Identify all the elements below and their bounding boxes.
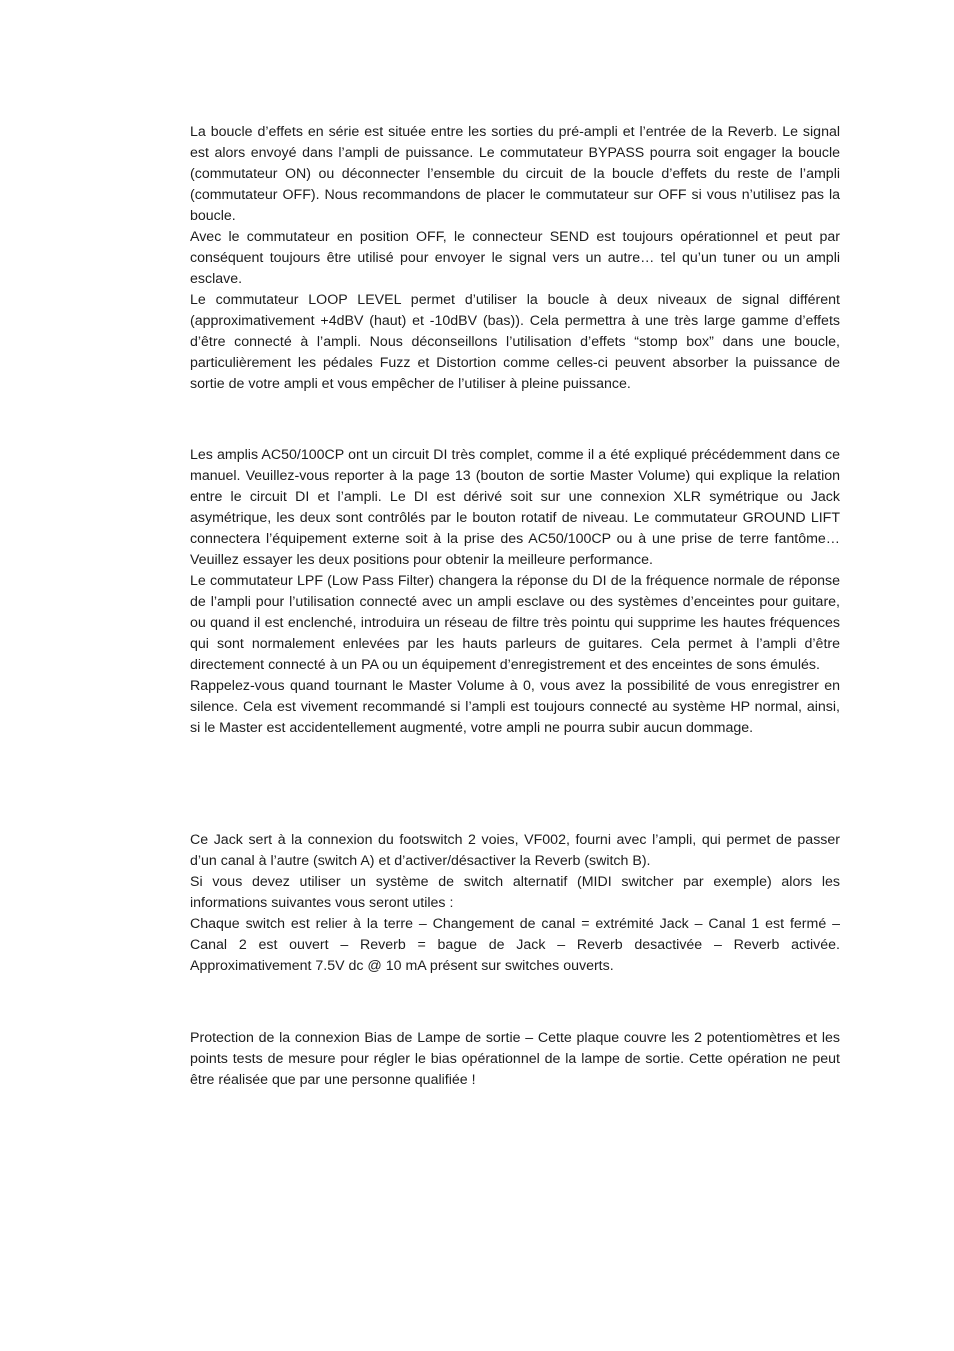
- paragraph: Les amplis AC50/100CP ont un circuit DI très complet, comme il a été expliqué précédemment dans ce manuel. Veuillez-vous reporter à la page 13 (bouton de sortie Master Volume) qui explique la relation entre le circuit DI et l’ampli. Le DI est dérivé soit sur une connexion XLR symétrique ou Jack asymétrique, les deux sont contrôlés par le bouton rotatif de niveau. Le commutateur GROUND LIFT connectera l’équipement externe soit à la prise des AC50/100CP ou à une prise de terre fantôme… Veuillez essayer les deux positions pour obtenir la meilleure performance.: [190, 447, 840, 568]
- paragraph: Chaque switch est relier à la terre – Changement de canal = extrémité Jack – Canal 1 est fermé – Canal 2 est ouvert – Reverb = bague de Jack – Reverb desactivée – Reverb activée. Approximativement 7.5V dc @ 10 mA présent sur switches ouverts.: [190, 916, 840, 974]
- section-footswitch: [190, 830, 840, 977]
- paragraph: Le commutateur LPF (Low Pass Filter) changera la réponse du DI de la fréquence normale de réponse de l’ampli pour l’utilisation connecté avec un ampli esclave ou des systèmes d’enceintes pour guitare, ou quand il est enclenché, introduira un réseau de filtre très pointu qui supprime les hautes fréquences qui sont normalement enlevées par les hauts parleurs de guitares. Cela permet à l’ampli d’être directement connecté à un PA ou un équipement d’enregistrement et des enceintes de sons émulés.: [190, 573, 840, 673]
- paragraph: Le commutateur LOOP LEVEL permet d’utiliser la boucle à deux niveaux de signal différent (approximativement +4dBV (haut) et -10dBV (bas)). Cela permettra à une très large gamme d’effets d’être connecté à l’ampli. Nous déconseillons l’utilisation d’effets “stomp box” dans une boucle, particulièrement les pédales Fuzz et Distortion comme celles-ci peuvent absorber la puissance de sortie de votre ampli et vous empêcher de l’utiliser à pleine puissance.: [190, 292, 840, 392]
- paragraph: Rappelez-vous quand tournant le Master Volume à 0, vous avez la possibilité de vous enregistrer en silence. Cela est vivement recommandé si l’ampli est toujours connecté au système HP normal, ainsi, si le Master est accidentellement augmenté, votre ampli ne pourra subir aucun dommage.: [190, 678, 840, 736]
- paragraph: Avec le commutateur en position OFF, le connecteur SEND est toujours opérationnel et peut par conséquent toujours être utilisé pour envoyer le signal vers un autre… tel qu’un tuner ou un ampli esclave.: [190, 229, 840, 287]
- paragraph: Ce Jack sert à la connexion du footswitch 2 voies, VF002, fourni avec l’ampli, qui permet de passer d’un canal à l’autre (switch A) et d’activer/désactiver la Reverb (switch B).: [190, 832, 840, 869]
- paragraph: Si vous devez utiliser un système de switch alternatif (MIDI switcher par exemple) alors les informations suivantes vous seront utiles :: [190, 874, 840, 911]
- section-di-output: [190, 445, 840, 739]
- section-bias-protection: [190, 1028, 840, 1091]
- paragraph: Protection de la connexion Bias de Lampe de sortie – Cette plaque couvre les 2 potentiomètres et les points tests de mesure pour régler le bias opérationnel de la lampe de sortie. Cette opération ne peut être réalisée que par une personne qualifiée !: [190, 1030, 840, 1088]
- paragraph: La boucle d’effets en série est située entre les sorties du pré-ampli et l’entrée de la Reverb. Le signal est alors envoyé dans l’ampli de puissance. Le commutateur BYPASS pourra soit engager la boucle (commutateur ON) ou déconnecter l’ensemble du circuit de la boucle d’effets du reste de l’ampli (commutateur OFF). Nous recommandons de placer le commutateur sur OFF si vous n’utilisez pas la boucle.: [190, 124, 840, 224]
- section-effects-loop: [190, 122, 840, 395]
